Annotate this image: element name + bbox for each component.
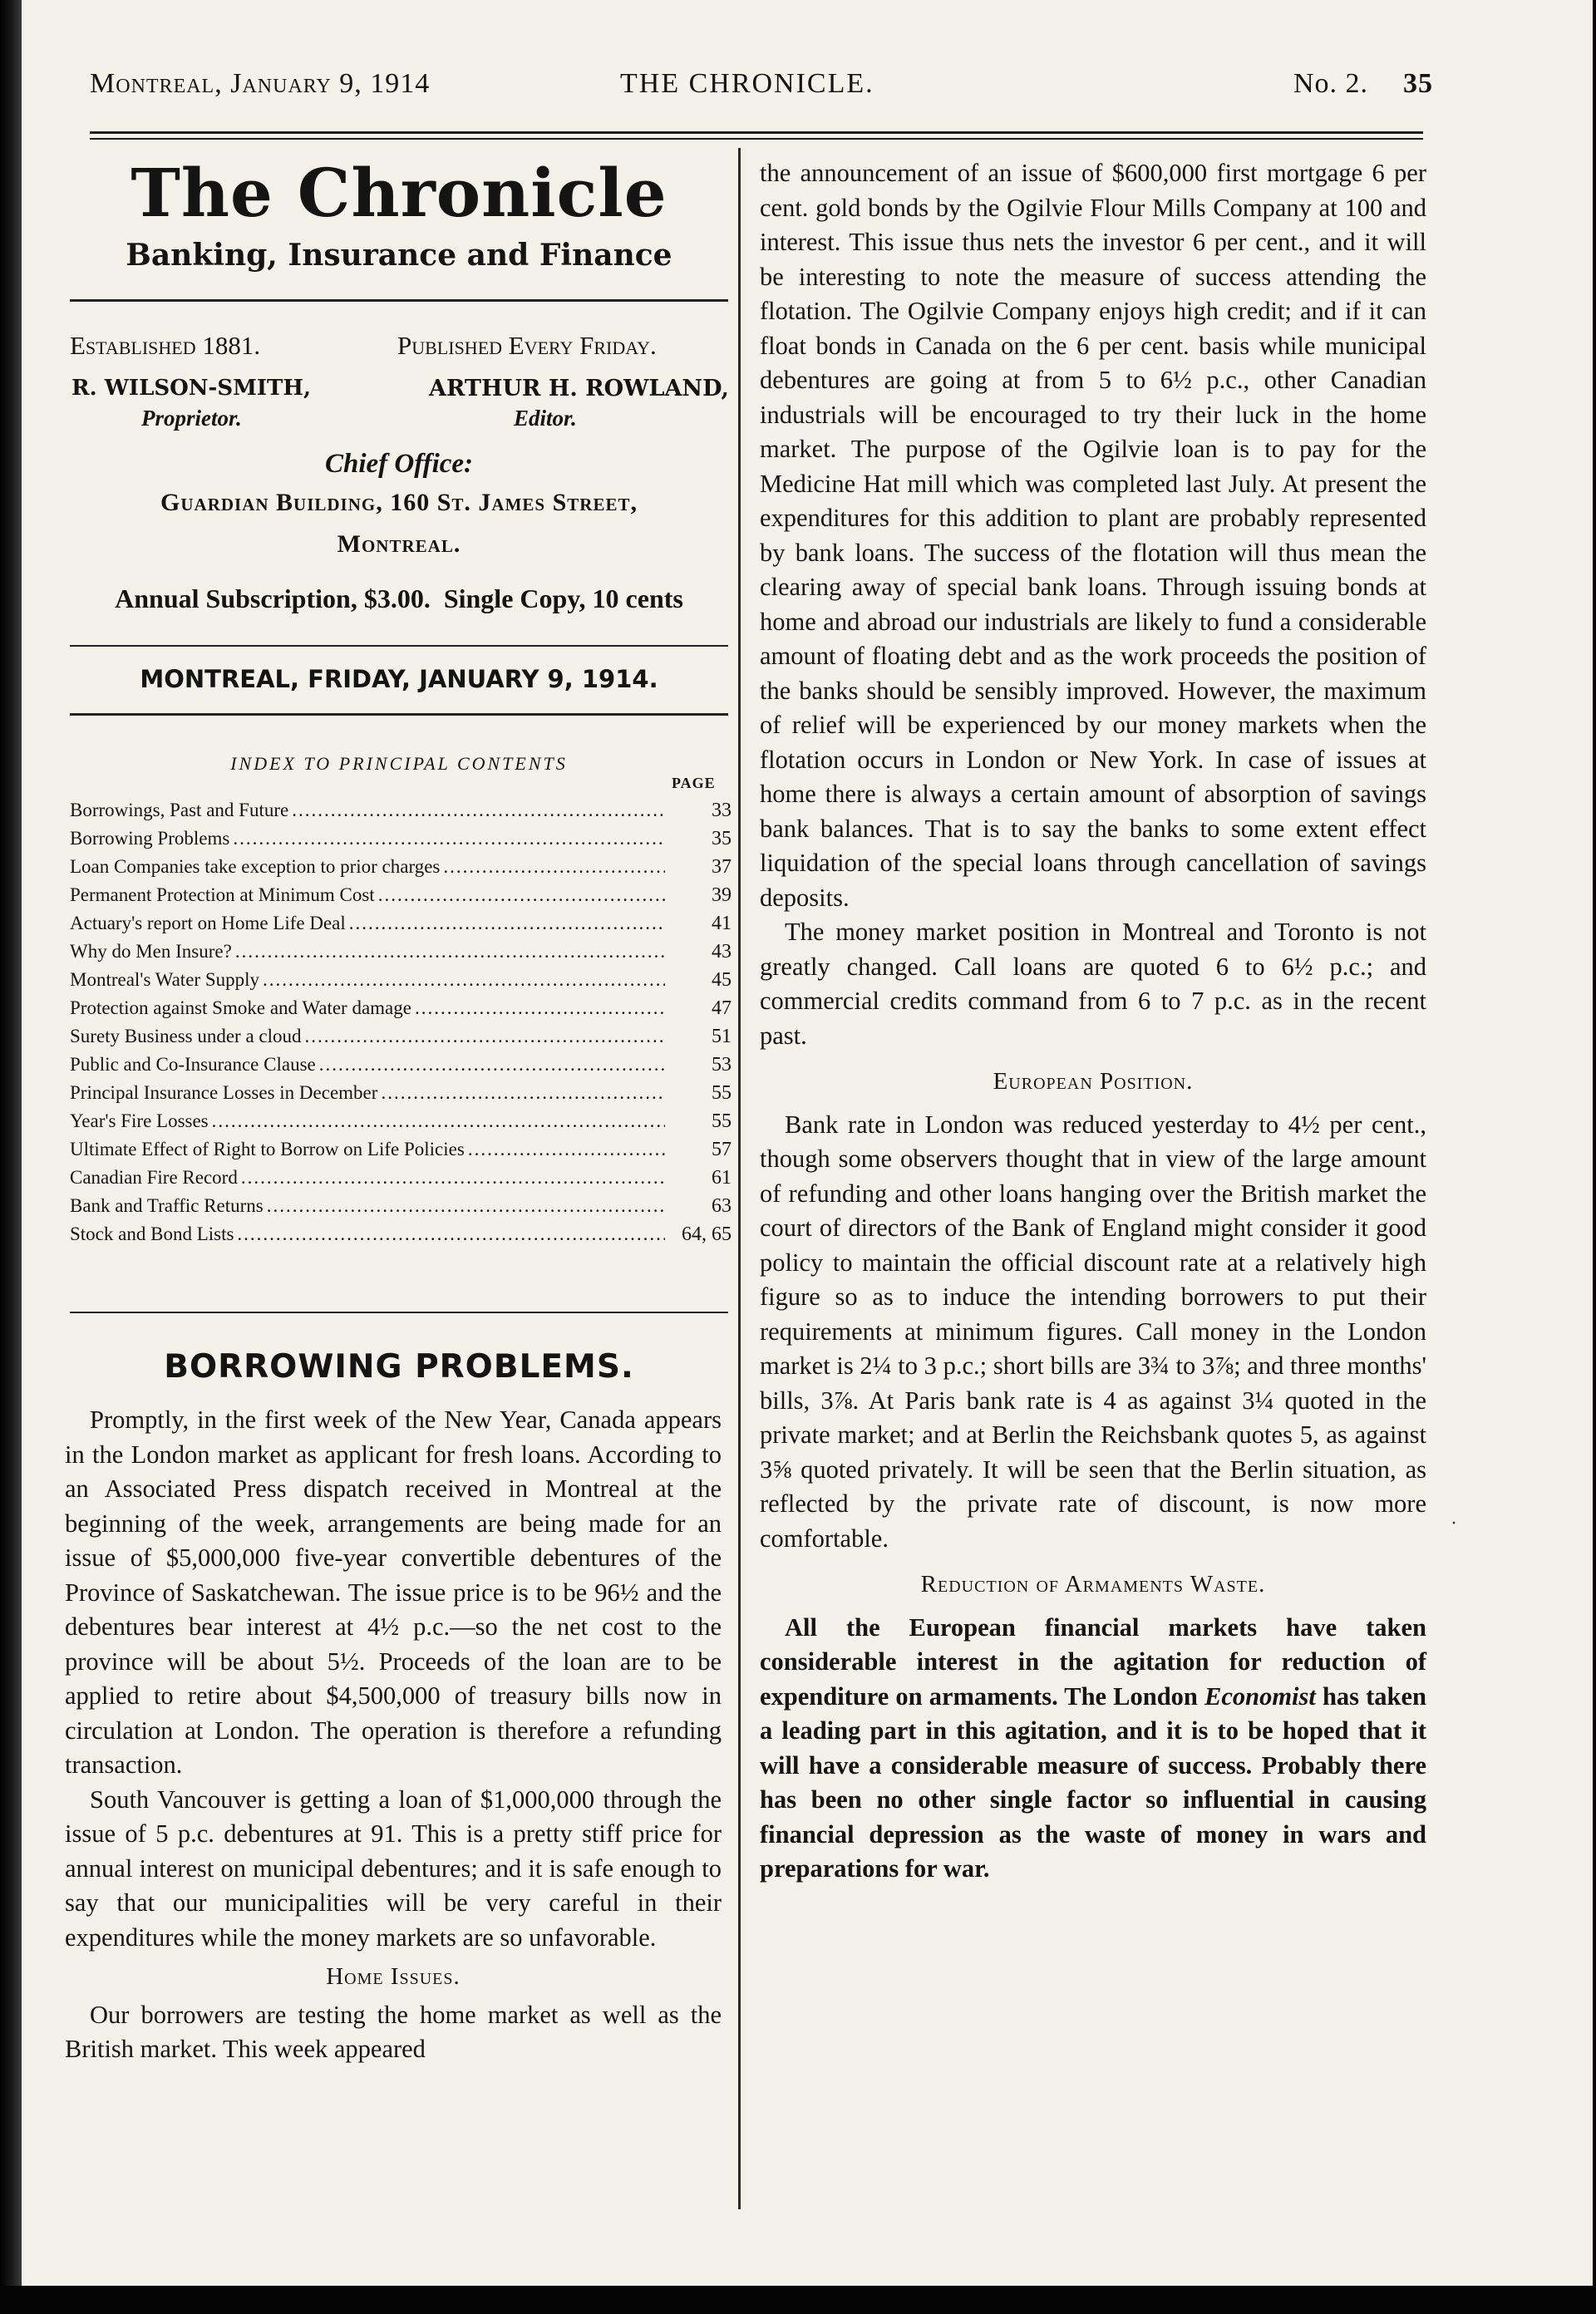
article-paragraph: South Vancouver is getting a loan of $1,000,000 through the issue of 5 p.c. debentures at 91. This is a pretty stiff price for annual interest on municipal debentures; and it is safe enough to say that our municipalities will be very careful in their expenditures while the money markets are so unfavorable.	[65, 1785, 722, 1952]
index-leader-dots	[443, 853, 665, 881]
subscription-line: Annual Subscription, $3.00. Single Copy, 10 cents	[115, 583, 683, 613]
index-entry-title: Permanent Protection at Minimum Cost	[70, 884, 375, 905]
index-entry-title: Borrowing Problems	[70, 828, 230, 849]
issue-dateline: MONTREAL, FRIDAY, JANUARY 9, 1914.	[140, 665, 658, 693]
header-rule-thin	[90, 138, 1423, 140]
running-head	[90, 68, 1433, 105]
index-leader-dots	[415, 994, 665, 1022]
index-row	[70, 1220, 732, 1248]
index-entry-page: 37	[712, 856, 732, 878]
article-headline: BORROWING PROBLEMS.	[164, 1348, 634, 1386]
index-entry-page: 45	[712, 969, 732, 991]
subscription-rule	[70, 645, 728, 647]
index-entry-page: 47	[712, 997, 732, 1019]
subhead-home-issues: Home Issues.	[326, 1963, 461, 1990]
index-row	[70, 825, 732, 853]
armaments-text-start: All the European financial markets have taken considerable interest in the agitation for reduction of expenditure on armaments. The London	[760, 1612, 1426, 1711]
index-leader-dots	[233, 825, 665, 853]
index-row	[70, 966, 732, 994]
office-address: Guardian Building, 160 St. James Street,	[160, 489, 638, 516]
index-entry-title: Bank and Traffic Returns	[70, 1195, 264, 1216]
header-rule	[90, 131, 1423, 134]
office-city: Montreal.	[337, 530, 461, 558]
index-heading: INDEX TO PRINCIPAL CONTENTS	[230, 753, 568, 774]
index-row	[70, 909, 732, 938]
index-page-label: PAGE	[672, 775, 716, 791]
index-entry-title: Loan Companies take exception to prior charges	[70, 856, 441, 877]
published-line: Published Every Friday.	[397, 331, 657, 360]
index-leader-dots	[292, 796, 665, 825]
index-entry-page: 41	[712, 913, 732, 934]
index-entry-page: 55	[712, 1082, 732, 1104]
index-list	[70, 796, 732, 1248]
subhead-european-position: European Position.	[993, 1068, 1194, 1095]
article-paragraph-armaments	[760, 1611, 1426, 1887]
index-entry-title: Year's Fire Losses	[70, 1110, 209, 1131]
index-leader-dots	[468, 1135, 665, 1164]
subhead-armaments: Reduction of Armaments Waste.	[920, 1571, 1266, 1598]
scan-bottom-edge	[0, 2286, 1596, 2314]
index-row	[70, 994, 732, 1022]
index-entry-page: 33	[712, 800, 732, 821]
index-leader-dots	[241, 1164, 665, 1192]
index-leader-dots	[267, 1192, 665, 1220]
index-row	[70, 1079, 732, 1107]
masthead-subtitle: Banking, Insurance and Finance	[126, 238, 672, 273]
masthead-title: The Chronicle	[131, 154, 667, 232]
index-row	[70, 1135, 732, 1164]
article-paragraph: the announcement of an issue of $600,000 first mortgage 6 per cent. gold bonds by the Ogilvie Flour Mills Company at 100 and interest. This issue thus nets the investor 6 per cent., and it will be interesting to note the measure of success attending the flotation. The Ogilvie Company enjoys high credit; and if it can float bonds in Canada on the 6 per cent. basis while municipal debentures are going at from 5 to 6½ p.c., other Canadian industrials will be encouraged to try their luck in the home market. The purpose of the Ogilvie loan is to pay for the Medicine Hat mill which was completed last July. At present the expenditures for this addition to plant are probably represented by bank loans. The success of the flotation will thus mean the clearing away of special bank loans. Through issuing bonds at home and abroad our industrials are likely to fund a considerable amount of floating debt and as the work proceeds the position of the banks should be sensibly improved. However, the maximum of relief will be experienced by our money markets when the flotation occurs in London or New York. In case of issues at home there is always a certain amount of absorption of savings bank balances. That is to say the banks to some extent effect liquidation of the special loans through cancellation of savings deposits.	[760, 159, 1426, 912]
index-entry-page: 63	[712, 1195, 732, 1217]
index-row	[70, 1192, 732, 1220]
issue-number: No. 2.	[1293, 68, 1369, 99]
book-spine-shadow	[0, 0, 22, 2314]
index-row	[70, 1107, 732, 1135]
index-entry-title: Stock and Bond Lists	[70, 1223, 234, 1244]
editor-role: Editor.	[514, 406, 577, 431]
index-entry-title: Protection against Smoke and Water damage	[70, 997, 411, 1018]
index-entry-page: 39	[712, 884, 732, 906]
index-entry-page: 57	[712, 1139, 732, 1160]
index-entry-title: Principal Insurance Losses in December	[70, 1082, 378, 1103]
article-paragraph: The money market position in Montreal and Toronto is not greatly changed. Call loans are quoted 6 to 6½ p.c.; and commercial credits command from 6 to 7 p.c. as in the recent past.	[760, 918, 1426, 1050]
page-number: 35	[1403, 68, 1433, 99]
index-row	[70, 1051, 732, 1079]
article-right-column	[760, 156, 1426, 1887]
index-rule	[70, 1312, 728, 1313]
armaments-text-end: has taken a leading part in this agitation, and it is to be hoped that it will have a considerable measure of success. Probably there has been no other single factor so influential in causing financial depression as the waste of money in wars and preparations for war.	[760, 1681, 1426, 1883]
index-leader-dots	[212, 1107, 665, 1135]
index-entry-title: Montreal's Water Supply	[70, 969, 260, 990]
index-leader-dots	[305, 1022, 665, 1051]
index-entry-title: Public and Co-Insurance Clause	[70, 1054, 316, 1075]
index-leader-dots	[349, 909, 665, 938]
index-leader-dots	[319, 1051, 665, 1079]
index-entry-title: Borrowings, Past and Future	[70, 800, 289, 820]
index-entry-page: 64, 65	[682, 1223, 732, 1245]
index-entry-page: 53	[712, 1054, 732, 1076]
index-row	[70, 881, 732, 909]
office-label: Chief Office:	[324, 449, 474, 479]
index-entry-title: Why do Men Insure?	[70, 941, 232, 962]
proprietor-role: Proprietor.	[141, 406, 242, 431]
masthead-rule	[70, 299, 728, 302]
index-leader-dots	[263, 966, 665, 994]
index-leader-dots	[237, 1220, 665, 1248]
editor-name: ARTHUR H. ROWLAND,	[429, 376, 729, 401]
index-row	[70, 796, 732, 825]
index-entry-title: Canadian Fire Record	[70, 1167, 238, 1188]
running-head-title: THE CHRONICLE.	[620, 68, 874, 99]
index-leader-dots	[381, 1079, 665, 1107]
article-paragraph: Bank rate in London was reduced yesterday to 4½ per cent., though some observers thought that in view of the large amount of refunding and other loans hanging over the British market the court of directors of the Bank of England might consider it good policy to maintain the official discount rate at a relatively high figure so as to induce the intending borrowers to put their requirements at minimum figures. Call money in the London market is 2¼ to 3 p.c.; short bills are 3¾ to 3⅞; and three months' bills, 3⅞. At Paris bank rate is 4 as against 3¼ quoted in the private market; and at Berlin the Reichsbank quotes 5, as against 3⅝ quoted privately. It will be seen that the Berlin situation, as reflected by the private rate of discount, is now more comfortable.	[760, 1110, 1426, 1553]
index-leader-dots	[378, 881, 665, 909]
dateline-rule	[70, 713, 728, 716]
running-head-date: Montreal, January 9, 1914	[90, 68, 431, 99]
index-row	[70, 853, 732, 881]
index-entry-title: Surety Business under a cloud	[70, 1026, 302, 1046]
established-line: Established 1881.	[70, 331, 261, 360]
index-entry-page: 61	[712, 1167, 732, 1189]
index-entry-page: 35	[712, 828, 732, 849]
economist-title: Economist	[1204, 1681, 1316, 1711]
proprietor-name: R. WILSON-SMITH,	[71, 376, 312, 401]
article-paragraph: Promptly, in the first week of the New Year, Canada appears in the London market as applicant for fresh loans. According to an Associated Press dispatch received in Montreal at the beginning of the week, arrangements are being made for an issue of $5,000,000 five-year convertible debentures of the Province of Saskatchewan. The issue price is to be 96½ and the debentures bear interest at 4½ p.c.—so the net cost to the province will be about 5½. Proceeds of the loan are to be applied to retire about $4,500,000 of treasury bills now in circulation at London. The operation is therefore a refunding transaction.	[65, 1406, 722, 1779]
index-entry-page: 43	[712, 941, 732, 963]
index-leader-dots	[235, 938, 665, 966]
index-entry-title: Actuary's report on Home Life Deal	[70, 913, 346, 933]
index-row	[70, 1022, 732, 1051]
index-entry-title: Ultimate Effect of Right to Borrow on Life Policies	[70, 1139, 465, 1159]
article-paragraph: Our borrowers are testing the home market as well as the British market. This week appeared	[65, 2000, 722, 2063]
article-left-column	[65, 1403, 722, 2067]
margin-mark: ·	[1451, 1513, 1457, 1534]
index-row	[70, 938, 732, 966]
index-row	[70, 1164, 732, 1192]
index-entry-page: 51	[712, 1026, 732, 1047]
column-divider	[738, 148, 741, 2209]
index-entry-page: 55	[712, 1110, 732, 1132]
